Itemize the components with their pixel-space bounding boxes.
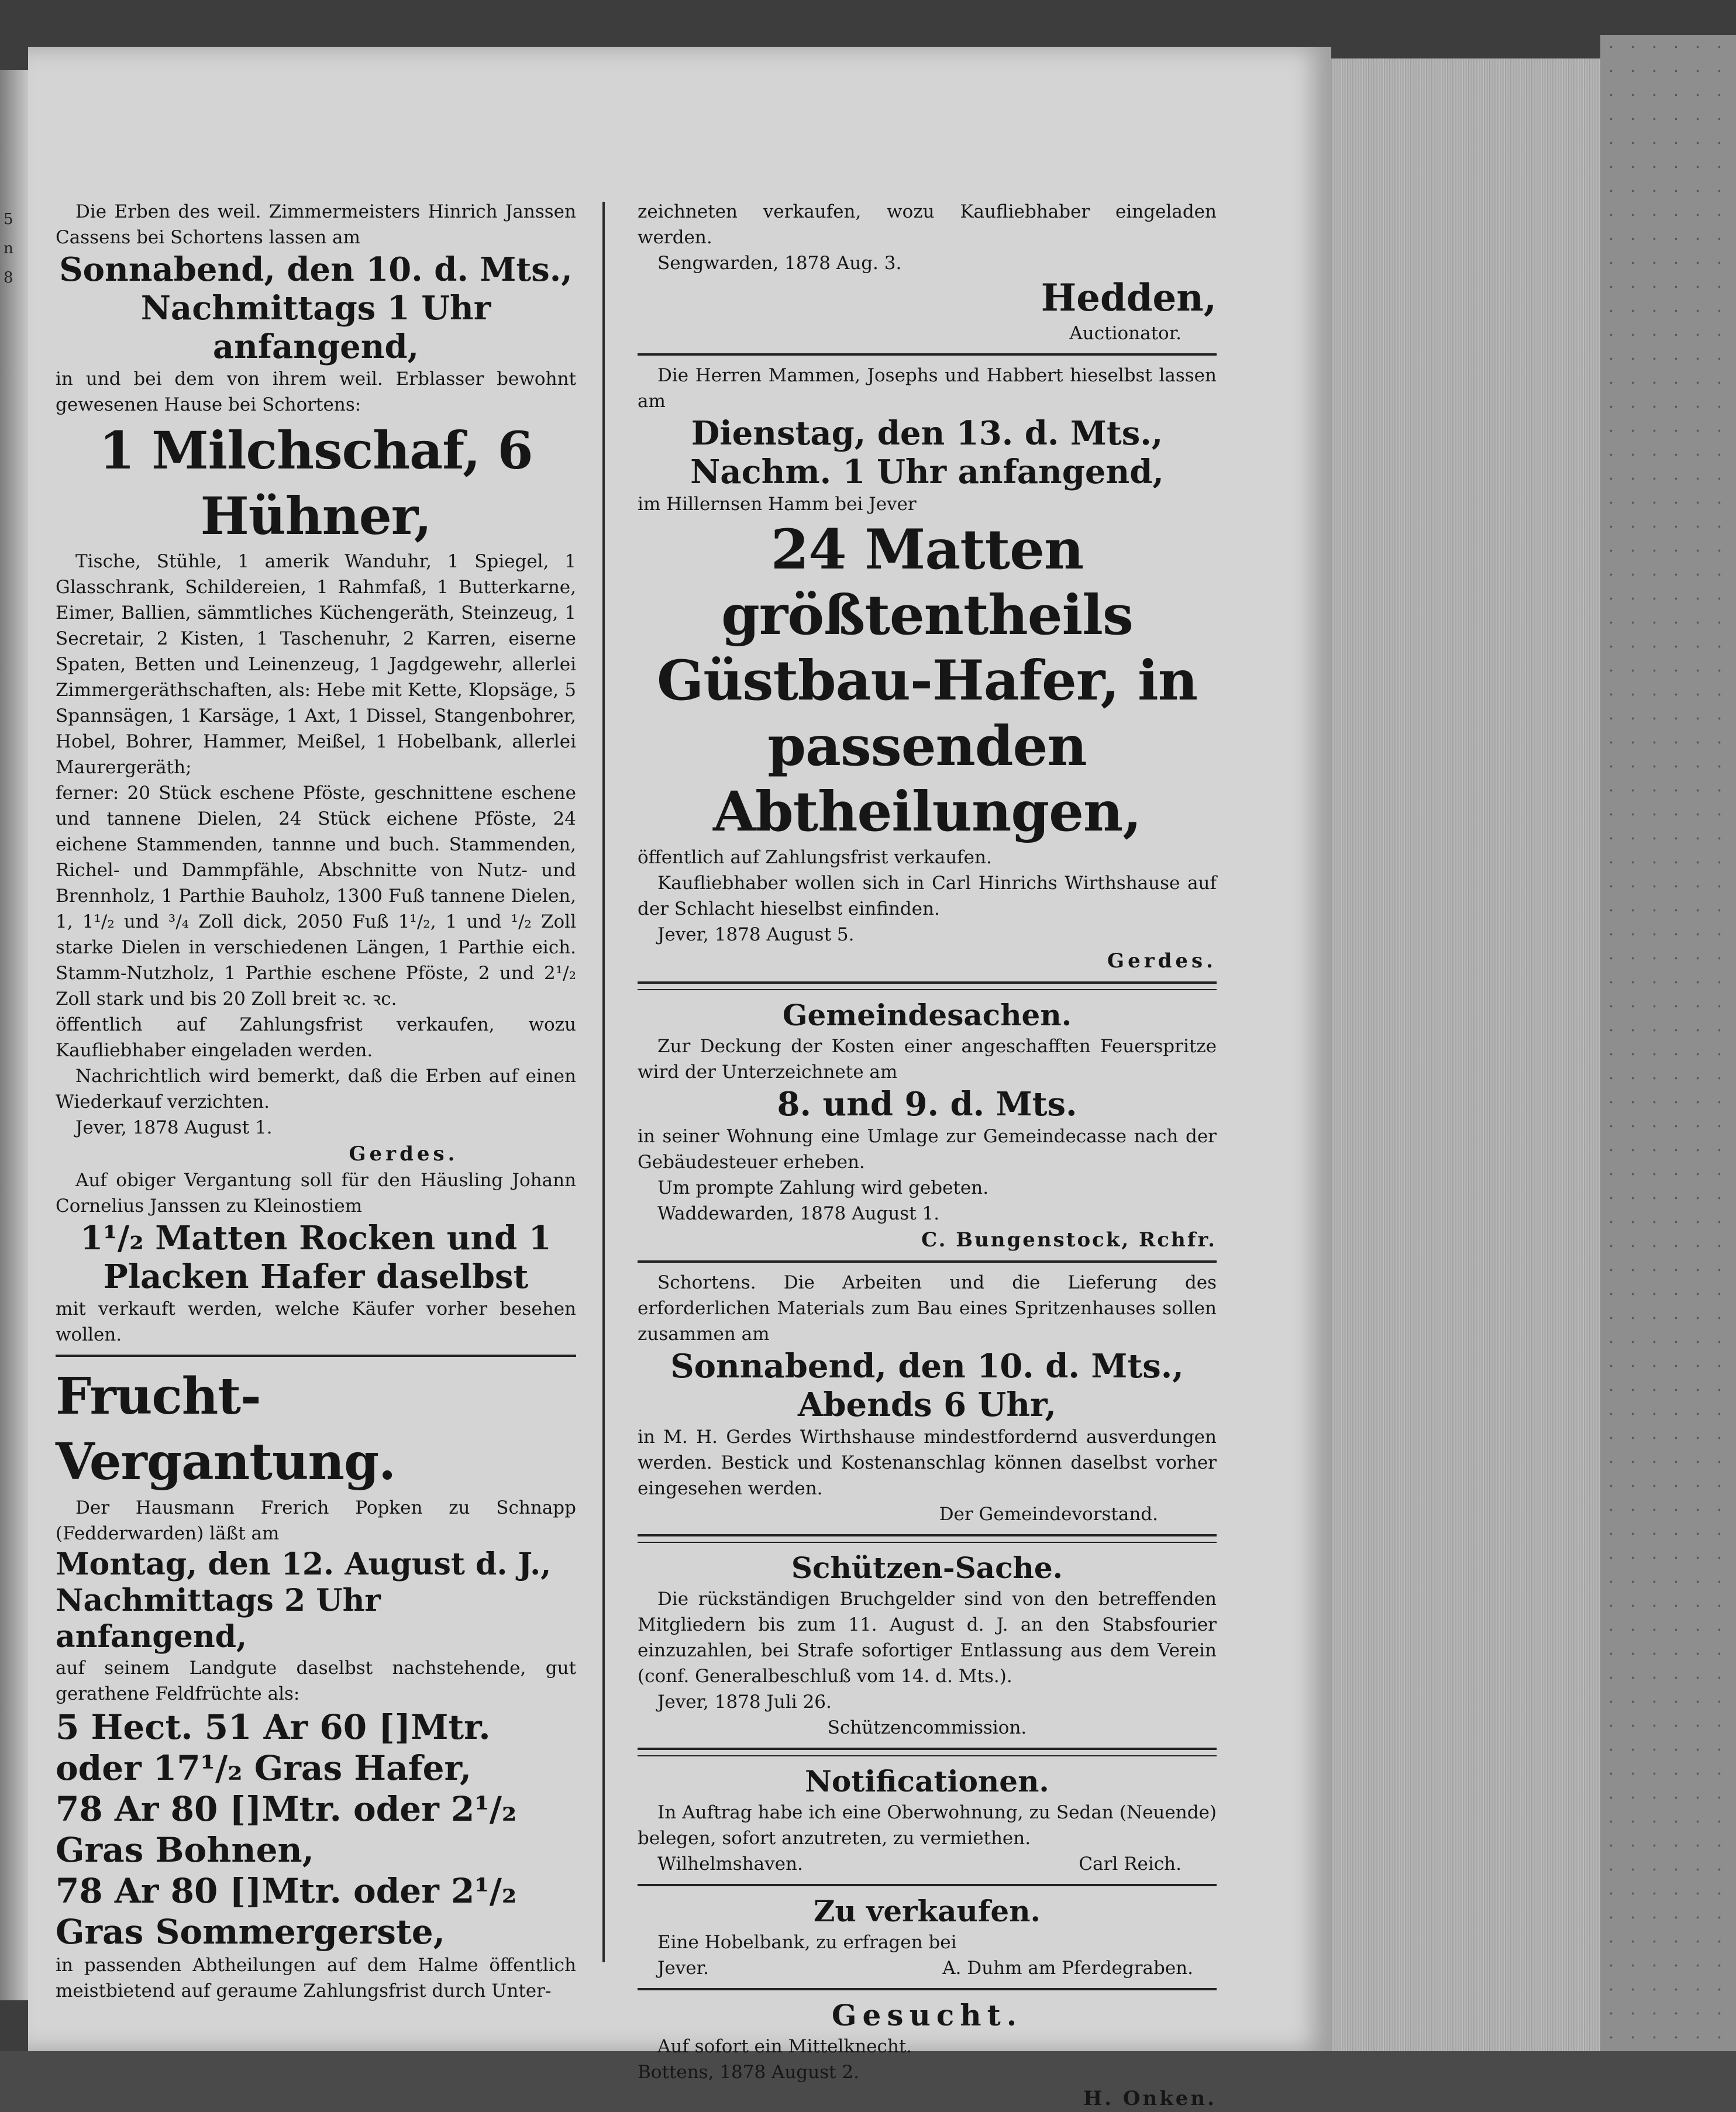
ad-place-date: Waddewarden, 1878 August 1.: [657, 1203, 940, 1224]
section-rule: [638, 1884, 1217, 1886]
ad-signature: Carl Reich.: [1079, 1853, 1182, 1875]
section-rule: [638, 1534, 1217, 1543]
ad-footer-row: [638, 1851, 1217, 1877]
addendum-end: mit verkauft werden, welche Käufer vorher besehen wollen.: [56, 1298, 576, 1345]
section-rule: [638, 1988, 1217, 1990]
ad-terms: öffentlich auf Zahlungsfrist verkaufen, wozu Kaufliebhaber eingeladen werden.: [56, 1014, 576, 1061]
left-column: [56, 199, 576, 2004]
crop-item: 78 Ar 80 []Mtr. oder 2¹/₂ Gras Bohnen,: [56, 1789, 517, 1870]
ad-signature: Gerdes.: [1107, 949, 1217, 973]
advertisement-oats-auction: [638, 363, 1217, 974]
ad-text: Zur Deckung der Kosten einer angeschafften Feuerspritze wird der Unterzeichnete am: [638, 1036, 1217, 1083]
section-rule: [638, 981, 1217, 990]
ad-date: Montag, den 12. August d. J.,: [56, 1546, 552, 1582]
section-rule: [638, 1260, 1217, 1263]
advertisement-fire-station: [638, 1270, 1217, 1527]
section-rule: [638, 353, 1217, 356]
advertisement-municipal: [638, 997, 1217, 1253]
ad-place-date: Sengwarden, 1878 Aug. 3.: [657, 253, 902, 274]
ad-signature: Hedden,: [1041, 276, 1217, 320]
ad-signature: H. Onken.: [1083, 2087, 1217, 2110]
ad-place-date: Jever, 1878 August 1.: [75, 1117, 273, 1138]
crop-item: 78 Ar 80 []Mtr. oder 2¹/₂ Gras Sommergerste,: [56, 1871, 517, 1952]
ad-place: im Hillernsen Hamm bei Jever: [638, 494, 917, 515]
ad-heading: Zu verkaufen.: [814, 1894, 1041, 1928]
ad-heading: Frucht-Vergantung.: [56, 1367, 396, 1491]
advertisement-for-sale: [638, 1893, 1217, 1981]
ad-date: Sonnabend, den 10. d. Mts.,: [59, 250, 573, 289]
ad-text: zeichneten verkaufen, wozu Kaufliebhaber eingeladen werden.: [638, 201, 1217, 248]
ad-highlight: 1 Milchschaf, 6 Hühner,: [99, 420, 533, 546]
ad-heading: Notificationen.: [805, 1764, 1049, 1799]
ad-text: Auf sofort ein Mittelknecht.: [657, 2036, 912, 2057]
edge-mark: 8: [4, 269, 13, 287]
ad-place: in und bei dem von ihrem weil. Erblasser bewohnt gewesenen Hause bei Schortens:: [56, 368, 576, 415]
previous-page-edge: [0, 70, 28, 2000]
ad-highlight: 24 Matten größtentheils Güstbau-Hafer, in passenden Abtheilungen,: [656, 518, 1198, 844]
ad-intro: Die Erben des weil. Zimmermeisters Hinrich Janssen Cassens bei Schortens lassen am: [56, 201, 576, 248]
ad-text: Eine Hobelbank, zu erfragen bei: [657, 1932, 957, 1953]
ad-note: Nachrichtlich wird bemerkt, daß die Erben auf einen Wiederkauf verzichten.: [56, 1066, 576, 1112]
ad-terms: in passenden Abtheilungen auf dem Halme öffentlich meistbietend auf geraume Zahlungsfrist durch Unter-: [56, 1955, 576, 2001]
ad-place-date: Bottens, 1878 August 2.: [638, 2062, 859, 2083]
ad-text: Die rückständigen Bruchgelder sind von den betreffenden Mitgliedern bis zum 11. August d. J. an den Stabsfourier einzuzahlen, bei Strafe sofortiger Entlassung aus dem Verein (conf. Generalbeschluß vom 14. d. Mts.).: [638, 1589, 1217, 1687]
addendum-highlight: 1¹/₂ Matten Rocken und 1 Placken Hafer daselbst: [80, 1219, 552, 1296]
section-rule: [638, 1748, 1217, 1756]
edge-mark: 5: [4, 211, 13, 228]
edge-mark: n: [4, 240, 13, 257]
ad-time: Nachmittags 1 Uhr anfangend,: [140, 289, 491, 366]
ad-heading: Gemeindesachen.: [782, 998, 1072, 1032]
ad-date: Dienstag, den 13. d. Mts.,: [691, 414, 1163, 453]
ad-heading: Schützen-Sache.: [791, 1551, 1063, 1585]
ad-intro: Schortens. Die Arbeiten und die Lieferung des erforderlichen Materials zum Bau eines Spritzenhauses sollen zusammen am: [638, 1272, 1217, 1345]
ad-signature: A. Duhm am Pferdegraben.: [942, 1958, 1193, 1979]
advertisement-crop-auction: [56, 1364, 576, 2004]
ad-intro: Die Herren Mammen, Josephs und Habbert hieselbst lassen am: [638, 365, 1217, 412]
ad-signature: Gerdes.: [349, 1142, 459, 1166]
ad-place-date: Jever, 1878 Juli 26.: [657, 1691, 832, 1713]
book-cover: [1600, 35, 1736, 2051]
ad-signature: Schützencommission.: [827, 1717, 1027, 1738]
ad-invite: Kaufliebhaber wollen sich in Carl Hinrichs Wirthshause auf der Schlacht hieselbst einfinden.: [638, 873, 1217, 919]
ad-intro: Der Hausmann Frerich Popken zu Schnapp (Fedderwarden) läßt am: [56, 1497, 576, 1544]
ad-place: auf seinem Landgute daselbst nachstehende, gut gerathene Feldfrüchte als:: [56, 1658, 576, 1704]
ad-text: in seiner Wohnung eine Umlage zur Gemeindecasse nach der Gebäudesteuer erheben.: [638, 1126, 1217, 1173]
ad-date: Sonnabend, den 10. d. Mts.,: [670, 1347, 1184, 1386]
right-column: [638, 199, 1217, 2112]
advertisement-rifle-club: [638, 1550, 1217, 1741]
book-fore-edge: [1331, 58, 1600, 2051]
crop-item: 5 Hect. 51 Ar 60 []Mtr. oder 17¹/₂ Gras Hafer,: [56, 1707, 491, 1788]
advertisement-notification: [638, 1763, 1217, 1877]
ad-place-date: Jever, 1878 August 5.: [657, 924, 855, 945]
ad-heading: Gesucht.: [831, 1998, 1023, 2032]
advertisement-wanted: [638, 1997, 1217, 2112]
addendum-intro: Auf obiger Vergantung soll für den Häusling Johann Cornelius Janssen zu Kleinostiem: [56, 1170, 576, 1217]
ad-items: Tische, Stühle, 1 amerik Wanduhr, 1 Spiegel, 1 Glasschrank, Schildereien, 1 Rahmfaß, 1 Butterkarne, Eimer, Ballien, sämmtliches Küchengeräth, Steinzeug, 1 Secretair, 2 Kisten, 1 Taschenuhr, 2 Karren, eiserne Spaten, Betten und Leinenzeug, 1 Jagdgewehr, allerlei Zimmergeräthschaften, als: Hebe mit Kette, Klopsäge, 5 Spannsägen, 1 Karsäge, 1 Axt, 1 Dissel, Stangenbohrer, Hobel, Bohrer, Hammer, Meißel, 1 Hobelbank, allerlei Maurergeräth;: [56, 551, 576, 778]
ad-further-items: ferner: 20 Stück eschene Pföste, geschnittene eschene und tannene Dielen, 24 Stück eichene Pföste, 24 eichene Stammenden, tannne und buch. Stammenden, Richel- und Dammpfähle, Abschnitte von Nutz- und Brennholz, 1 Parthie Bauholz, 1300 Fuß tannene Dielen, 1, 1¹/₂ und ³/₄ Zoll dick, 2050 Fuß 1¹/₂, 1 und ¹/₂ Zoll starke Dielen in verschiedenen Längen, 1 Parthie eich. Stamm-Nutzholz, 1 Parthie eschene Pföste, 2 und 2¹/₂ Zoll stark und bis 20 Zoll breit ꝛc. ꝛc.: [56, 783, 576, 1010]
section-rule: [56, 1355, 576, 1357]
ad-signature: Der Gemeindevorstand.: [939, 1504, 1158, 1525]
ad-place: Jever.: [657, 1958, 709, 1979]
ad-time: Nachmittags 2 Uhr anfangend,: [56, 1583, 381, 1655]
ad-role: Auctionator.: [1069, 323, 1182, 344]
ad-time: Abends 6 Uhr,: [797, 1386, 1057, 1424]
ad-place: Wilhelmshaven.: [657, 1853, 803, 1875]
ad-text: in M. H. Gerdes Wirthshause mindestfordernd ausverdungen werden. Bestick und Kostenanschlag können daselbst vorher eingesehen werden.: [638, 1427, 1217, 1499]
column-divider: [602, 202, 605, 1962]
ad-time: Nachm. 1 Uhr anfangend,: [690, 453, 1164, 491]
advertisement-continuation: [638, 199, 1217, 346]
advertisement-estate-auction: [56, 199, 576, 1348]
ad-text: In Auftrag habe ich eine Oberwohnung, zu Sedan (Neuende) belegen, sofort anzutreten, zu vermiethen.: [638, 1802, 1217, 1849]
ad-terms: öffentlich auf Zahlungsfrist verkaufen.: [638, 847, 992, 868]
ad-text: Um prompte Zahlung wird gebeten.: [657, 1177, 989, 1198]
ad-signature: C. Bungenstock, Rchfr.: [921, 1228, 1217, 1252]
ad-date: 8. und 9. d. Mts.: [777, 1085, 1077, 1124]
ad-footer-row: [638, 1955, 1217, 1981]
